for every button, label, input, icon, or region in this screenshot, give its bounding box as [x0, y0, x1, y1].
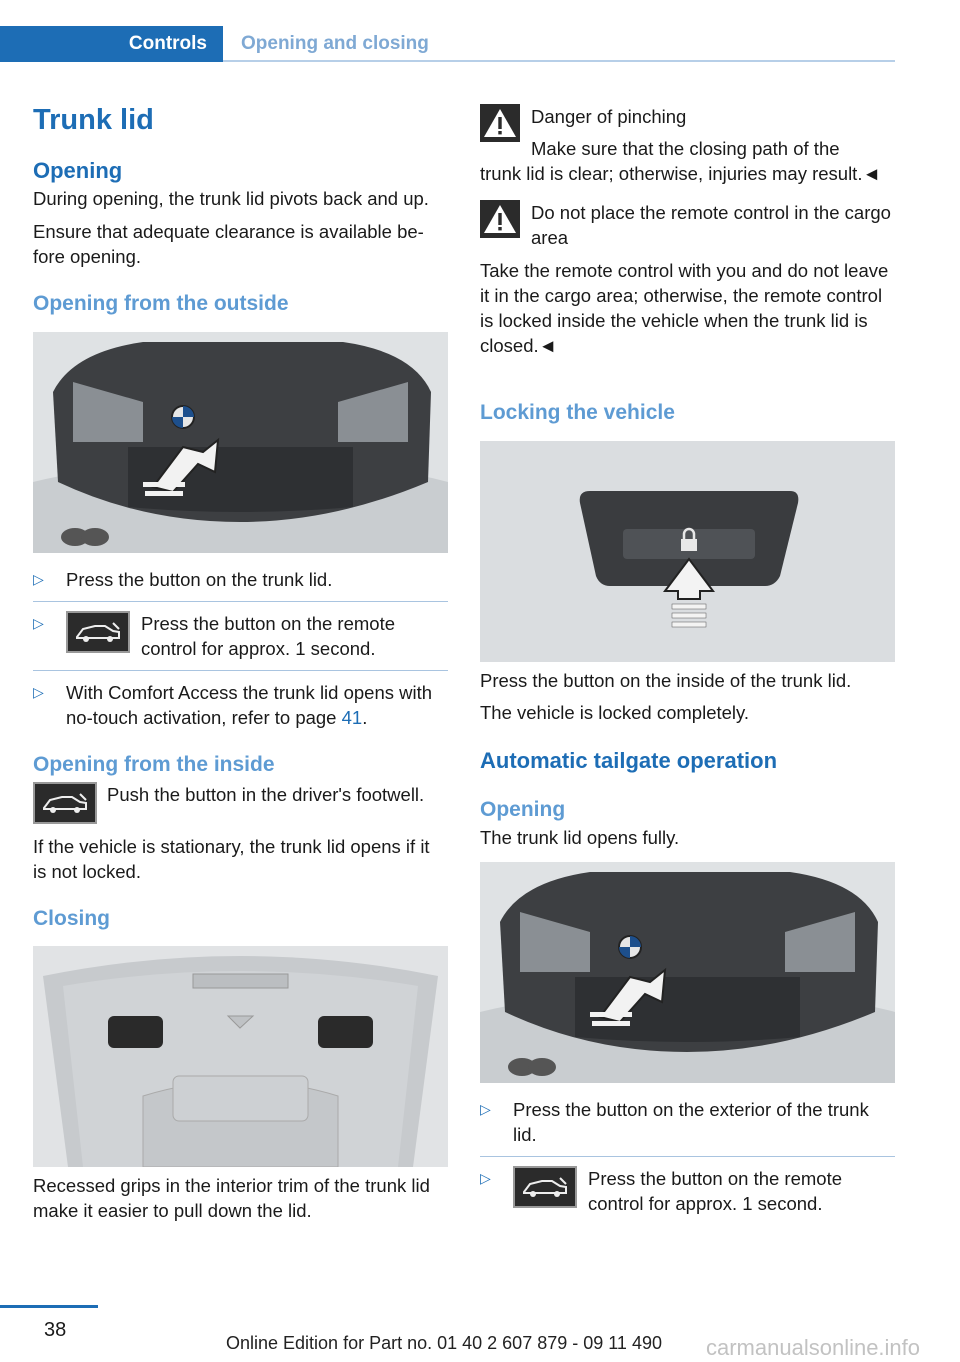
watermark: carmanualsonline.info	[706, 1335, 921, 1360]
warning-triangle-icon	[480, 200, 520, 238]
locking-text-1: Press the button on the inside of the trunk lid.	[480, 670, 852, 691]
closing-text: Recessed grips in the interior trim of the trunk lid make it easier to pull down the lid.	[33, 1175, 430, 1221]
inside-icon-row: Push the button in the driver's footwell.	[33, 782, 448, 824]
outside-heading: Opening from the outside	[33, 292, 289, 315]
warning-triangle-icon	[480, 104, 520, 142]
car-trunk-remote-icon	[513, 1166, 577, 1208]
lock-button-figure	[480, 441, 895, 662]
section-tab-opening-closing[interactable]: Opening and closing	[241, 33, 429, 54]
header-divider	[223, 60, 895, 62]
list-item: ▷ With Comfort Access the trunk lid opens with no-touch activation, refer to page 41.	[33, 682, 433, 728]
triangle-right-icon: ▷	[33, 571, 44, 587]
inside-text: If the vehicle is stationary, the trunk lid opens if it is not locked.	[33, 836, 430, 882]
footer-divider	[0, 1305, 98, 1308]
car-trunk-remote-icon	[33, 782, 97, 824]
triangle-right-icon: ▷	[480, 1101, 491, 1117]
triangle-right-icon: ▷	[480, 1170, 491, 1186]
trunk-interior-figure	[33, 946, 448, 1167]
page-title: Trunk lid	[33, 104, 154, 136]
auto-opening-text: The trunk lid opens fully.	[480, 827, 680, 848]
warning-text: Take the remote control with you and do not leave it in the cargo area; otherwise, the remote control is locked inside the vehicle when the trunk lid is closed.◄	[480, 260, 889, 356]
outside-bullet-list	[33, 567, 448, 730]
left-column	[33, 100, 448, 1223]
page-header	[0, 26, 895, 62]
warning-remote	[480, 200, 895, 250]
trunk-exterior-figure-2	[480, 862, 895, 1083]
opening-heading: Opening	[33, 158, 123, 183]
triangle-right-icon: ▷	[33, 615, 44, 631]
auto-tailgate-heading: Automatic tailgate operation	[480, 748, 778, 773]
triangle-right-icon: ▷	[33, 684, 44, 700]
list-item: ▷ Press the button on the exterior of the trunk lid.	[480, 1099, 869, 1145]
opening-text-1: During opening, the trunk lid pivots back and up.	[33, 188, 429, 209]
warning-title: Danger of pinching	[531, 106, 687, 127]
warning-pinching	[480, 104, 895, 161]
warning-text: trunk lid is clear; otherwise, injuries may result.◄	[480, 163, 881, 184]
inside-heading: Opening from the inside	[33, 753, 275, 776]
edition-text: Online Edition for Part no. 01 40 2 607 879 - 09 11 490	[226, 1333, 662, 1353]
auto-bullet-list	[480, 1097, 895, 1216]
list-item: ▷ Press the button on the trunk lid.	[33, 569, 333, 590]
section-tab-controls[interactable]: Controls	[0, 26, 223, 62]
right-column	[480, 100, 895, 1216]
list-divider	[33, 601, 448, 602]
closing-heading: Closing	[33, 907, 110, 930]
locking-heading: Locking the vehicle	[480, 401, 675, 424]
warning-text-line-1: Make sure that the closing path of the	[531, 138, 840, 159]
list-divider	[480, 1156, 895, 1157]
car-trunk-remote-icon	[66, 611, 130, 653]
locking-text-2: The vehicle is locked completely.	[480, 702, 750, 723]
list-item: ▷ Press the button on the remote control for approx. 1 second.	[480, 1168, 843, 1214]
trunk-exterior-figure	[33, 332, 448, 553]
page-link[interactable]: 41	[341, 707, 363, 728]
list-item: ▷ Press the button on the remote control for approx. 1 second.	[33, 613, 396, 659]
warning-title: Do not place the remote control in the cargo area	[531, 202, 891, 248]
opening-text-2: Ensure that adequate clearance is available be‐fore opening.	[33, 221, 424, 267]
list-divider	[33, 670, 448, 671]
auto-opening-heading: Opening	[480, 798, 566, 821]
page-number: 38	[44, 1319, 67, 1341]
